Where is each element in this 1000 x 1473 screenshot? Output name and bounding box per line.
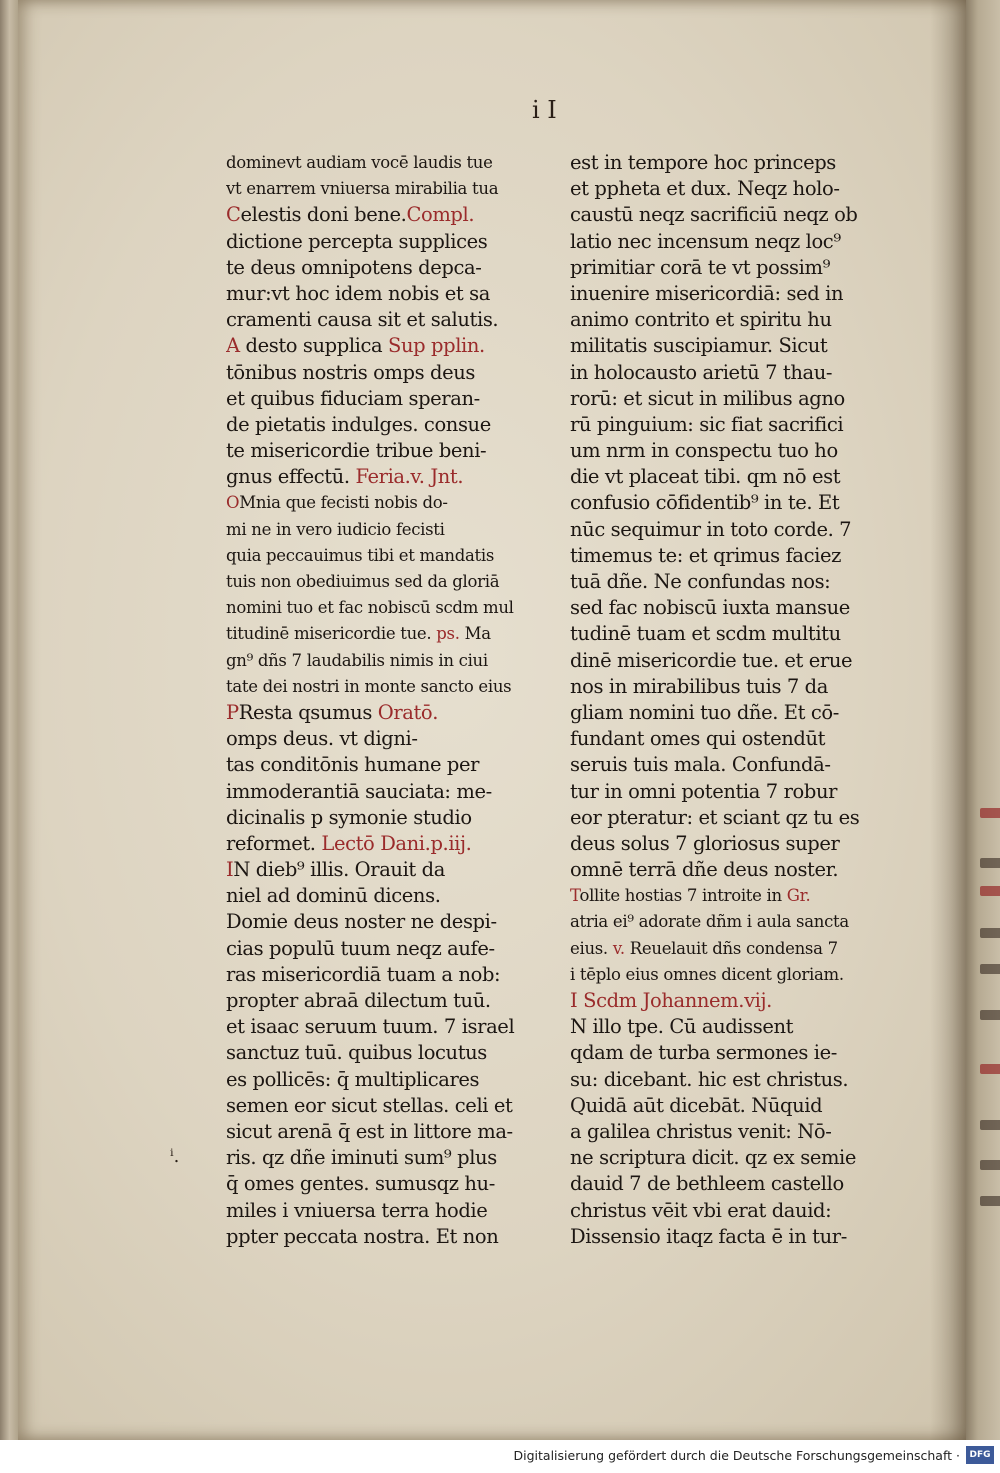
text-line: dominevt audiam vocē laudis tue: [226, 153, 493, 172]
text-span: Resta qsumus: [238, 700, 378, 724]
rubric-text: Gr.: [786, 886, 811, 906]
text-line: propter abraā dilectum tuū.: [226, 989, 491, 1012]
text-line: N illo tpe. Cū audissent: [570, 1015, 794, 1039]
text-span: N dieb⁹ illis. Orauit da: [233, 858, 445, 882]
text-line: rorū: et sicut in milibus agno: [570, 386, 845, 410]
text-line: in holocausto arietū 7 thau-: [570, 360, 833, 384]
text-line: est in tempore hoc princeps: [570, 151, 836, 174]
text-line: [570, 883, 912, 909]
rubric-text: Scdm Johannem.vij.: [583, 989, 772, 1012]
rubric-text: Oratō.: [377, 700, 439, 724]
margin-mark: ⁱ.: [170, 1146, 180, 1167]
facing-page-fragment: [980, 1064, 1000, 1074]
left-text-column: [226, 150, 566, 1250]
text-line: omps deus. vt digni-: [226, 727, 418, 751]
text-line: es pollicēs: q̄ multiplicares: [226, 1067, 480, 1091]
text-line: [570, 988, 912, 1014]
text-line: et quibus fiduciam speran-: [226, 386, 480, 410]
text-line: tōnibus nostris omps deus: [226, 360, 476, 384]
facing-page-fragment: [980, 1010, 1000, 1020]
text-line: a galilea christus venit: Nō-: [570, 1119, 832, 1143]
text-line: [226, 857, 566, 883]
text-line: eor pteratur: et sciant qz tu es: [570, 805, 860, 829]
rubric-text: C: [226, 203, 241, 227]
text-line: dicinalis p symonie studio: [226, 805, 472, 829]
text-line: Quidā aūt dicebāt. Nūquid: [570, 1093, 823, 1117]
text-line: [226, 831, 566, 857]
text-line: inuenire misericordiā: sed in: [570, 281, 844, 305]
text-line: sed fac nobiscū iuxta mansue: [570, 596, 850, 620]
facing-page-edge: [966, 0, 1000, 1440]
text-line: [226, 700, 566, 726]
text-line: confusio cōfidentib⁹ in te. Et: [570, 491, 840, 515]
text-line: miles i vniuersa terra hodie: [226, 1198, 488, 1222]
dfg-logo: DFG: [966, 1446, 994, 1464]
text-span: ollite hostias 7 introite in: [579, 886, 787, 906]
text-line: caustū neqz sacrificiū neqz ob: [570, 203, 858, 227]
text-line: gn⁹ dñs 7 laudabilis nimis in ciui: [226, 650, 488, 670]
text-line: atria ei⁹ adorate dñm i aula sancta: [570, 912, 849, 932]
facing-page-fragment: [980, 1196, 1000, 1206]
text-line: Dissensio itaqz facta ē in tur-: [570, 1224, 847, 1248]
text-line: [226, 621, 566, 647]
rubric-text: O: [226, 493, 240, 513]
rubric-text: Feria.v. Jnt.: [355, 465, 464, 489]
facing-page-fragment: [980, 928, 1000, 938]
text-line: te misericordie tribue beni-: [226, 439, 487, 463]
text-line: cias populū tuum neqz aufe-: [226, 936, 495, 960]
text-line: [570, 936, 912, 962]
text-span: reformet.: [226, 831, 322, 855]
right-text-column: [570, 150, 912, 1250]
text-line: nūc sequimur in toto corde. 7: [570, 517, 852, 541]
text-line: primitiar corā te vt possim⁹: [570, 255, 831, 279]
text-line: sicut arenā q̄ est in littore ma-: [226, 1119, 513, 1143]
text-line: [226, 202, 566, 228]
text-span: Ma: [459, 624, 491, 644]
text-span: eius.: [570, 938, 613, 958]
rubric-text: I: [570, 989, 578, 1012]
text-line: i tēplo eius omnes dicent gloriam.: [570, 964, 844, 984]
facing-page-fragment: [980, 1120, 1000, 1130]
rubric-text: Lectō Dani.p.iij.: [321, 831, 472, 855]
text-span: Reuelauit dñs condensa 7: [624, 938, 838, 958]
text-span: gnus effectū.: [226, 465, 356, 489]
text-line: ras misericordiā tuam a nob:: [226, 962, 501, 986]
facing-page-fragment: [980, 808, 1000, 818]
text-line: timemus te: et qrimus faciez: [570, 543, 841, 567]
facing-page-fragment: [980, 886, 1000, 896]
text-line: animo contrito et spiritu hu: [570, 308, 832, 332]
text-line: die vt placeat tibi. qm nō est: [570, 465, 841, 489]
text-line: dinē misericordie tue. et erue: [570, 648, 853, 672]
text-span: elestis doni bene.: [240, 203, 407, 227]
rubric-text: v.: [612, 938, 625, 958]
facing-page-fragment: [980, 1160, 1000, 1170]
text-line: semen eor sicut stellas. celi et: [226, 1093, 513, 1117]
text-line: deus solus 7 gloriosus super: [570, 831, 840, 855]
text-line: [226, 333, 566, 359]
text-line: vt enarrem vniuersa mirabilia tua: [226, 179, 499, 199]
text-line: fundant omes qui ostendūt: [570, 727, 826, 751]
text-line: et ppheta et dux. Neqz holo-: [570, 177, 840, 201]
rubric-text: A: [226, 334, 240, 358]
text-line: dictione percepta supplices: [226, 229, 488, 253]
text-line: ne scriptura dicit. qz ex semie: [570, 1146, 857, 1170]
text-line: um nrm in conspectu tuo ho: [570, 439, 838, 463]
text-line: tas conditōnis humane per: [226, 753, 480, 777]
folio-number: i I: [532, 96, 557, 124]
text-line: qdam de turba sermones ie-: [570, 1041, 837, 1065]
text-line: omnē terrā dñe deus noster.: [570, 858, 839, 882]
text-line: niel ad dominū dicens.: [226, 884, 441, 908]
text-line: tuā dñe. Ne confundas nos:: [570, 570, 831, 593]
text-line: tur in omni potentia 7 robur: [570, 779, 838, 803]
text-line: immoderantiā sauciata: me-: [226, 779, 492, 803]
rubric-text: I: [226, 858, 234, 882]
text-line: Domie deus noster ne despi-: [226, 910, 497, 934]
text-line: tuis non obediuimus sed da gloriā: [226, 572, 500, 591]
text-line: quia peccauimus tibi et mandatis: [226, 545, 494, 565]
text-line: te deus omnipotens depca-: [226, 255, 482, 279]
rubric-text: P: [226, 700, 239, 724]
text-line: su: dicebant. hic est christus.: [570, 1067, 849, 1091]
text-line: tate dei nostri in monte sancto eius: [226, 676, 512, 696]
text-line: et isaac seruum tuum. 7 israel: [226, 1015, 515, 1039]
text-line: militatis suscipiamur. Sicut: [570, 334, 828, 358]
text-line: tudinē tuam et scdm multitu: [570, 622, 841, 646]
gutter-shadow: [930, 0, 970, 1440]
text-line: dauid 7 de bethleem castello: [570, 1172, 844, 1196]
text-line: christus vēit vbi erat dauid:: [570, 1198, 832, 1222]
facing-page-fragment: [980, 858, 1000, 868]
text-span: desto supplica: [239, 334, 389, 358]
text-line: nomini tuo et fac nobiscū scdm mul: [226, 598, 514, 618]
facing-page-fragment: [980, 964, 1000, 974]
text-span: Mnia que fecisti nobis do-: [239, 493, 448, 513]
funding-notice: Digitalisierung gefördert durch die Deutsche Forschungsgemeinschaft ·: [513, 1448, 960, 1463]
text-line: nos in mirabilibus tuis 7 da: [570, 674, 828, 698]
rubric-text: Compl.: [406, 203, 475, 227]
text-line: cramenti causa sit et salutis.: [226, 308, 499, 332]
footer-bar: [0, 1440, 1000, 1473]
text-line: ris. qz dñe iminuti sum⁹ plus: [226, 1146, 497, 1170]
text-span: titudinē misericordie tue.: [226, 624, 437, 644]
rubric-text: T: [570, 886, 580, 906]
text-line: sanctuz tuū. quibus locutus: [226, 1041, 487, 1065]
text-line: de pietatis indulges. consue: [226, 412, 491, 436]
rubric-text: Sup pplin.: [388, 334, 485, 358]
text-line: q̄ omes gentes. sumusqz hu-: [226, 1172, 495, 1196]
rubric-text: ps.: [436, 624, 460, 644]
text-line: [226, 464, 566, 490]
text-line: rū pinguium: sic fiat sacrifici: [570, 412, 844, 436]
text-line: mur:vt hoc idem nobis et sa: [226, 281, 490, 305]
text-line: ppter peccata nostra. Et non: [226, 1224, 499, 1248]
text-line: [226, 490, 566, 516]
text-line: seruis tuis mala. Confundā-: [570, 753, 831, 777]
text-line: gliam nomini tuo dñe. Et cō-: [570, 700, 839, 724]
text-line: mi ne in vero iudicio fecisti: [226, 519, 445, 539]
text-line: latio nec incensum neqz loc⁹: [570, 229, 841, 253]
